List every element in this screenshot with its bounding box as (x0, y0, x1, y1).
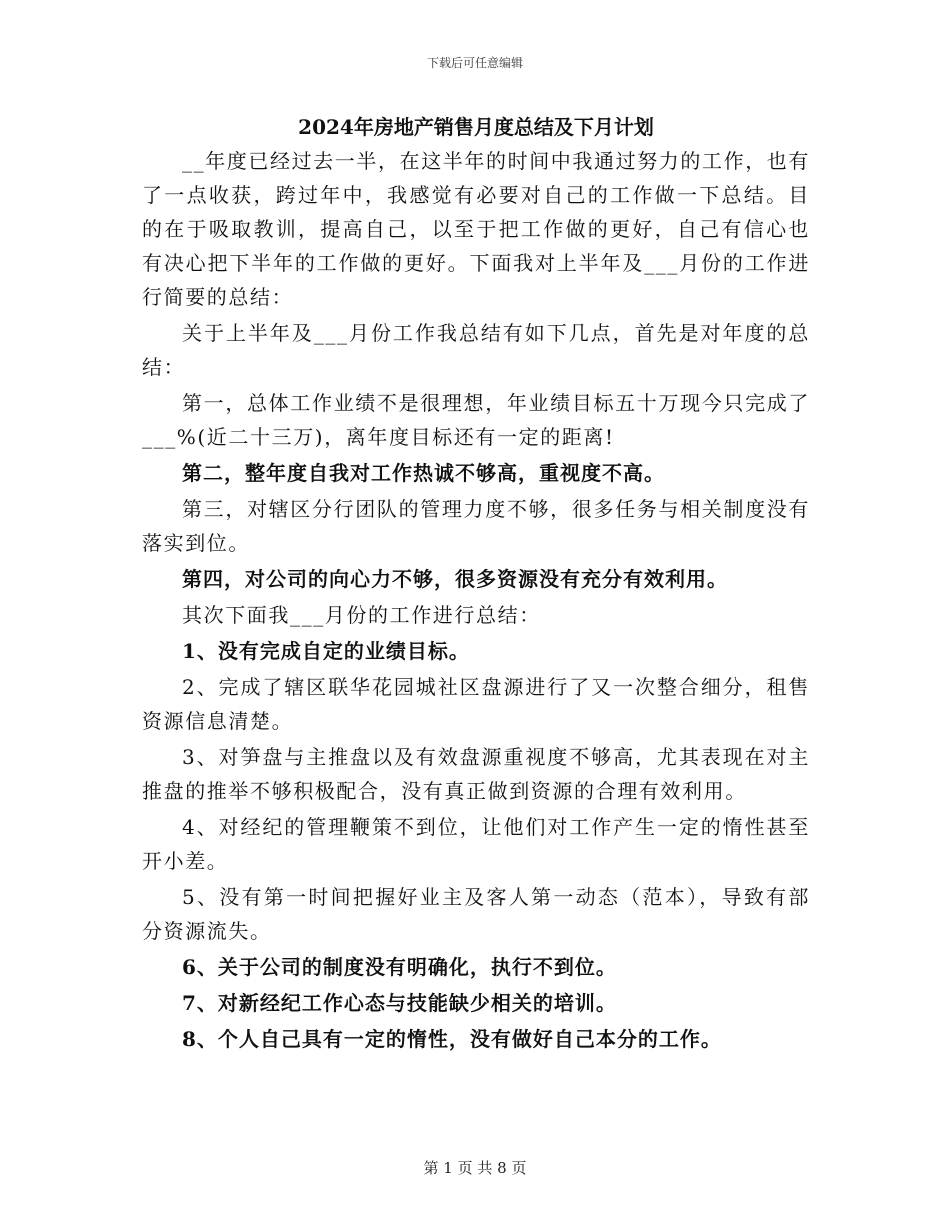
paragraph-monthly-intro: 其次下面我___月份的工作进行总结： (182, 603, 541, 627)
page-number: 第 1 页 共 8 页 (423, 1159, 527, 1177)
paragraph-intro: __年度已经过去一半，在这半年的时间中我通过努力的工作，也有了一点收获，跨过年中，我感觉有必要对自己的工作做一下总结。目的在于吸取教训，提高自己，以至于把工作做的更好，自己有信心也有决心把下半年的工作做的更好。下面我对上半年及___月份的工作进行简要的总结： (142, 149, 810, 309)
list-item-1: 1、没有完成自定的业绩目标。 (182, 639, 470, 663)
list-item-6: 6、关于公司的制度没有明确化，执行不到位。 (182, 955, 617, 979)
list-item-8: 8、个人自己具有一定的惰性，没有做好自己本分的工作。 (182, 1027, 722, 1051)
paragraph-summary-points: 关于上半年及___月份工作我总结有如下几点，首先是对年度的总结： (142, 321, 810, 379)
header-note: 下载后可任意编辑 (426, 56, 523, 70)
document-body (142, 112, 810, 1056)
list-item-3: 3、对笋盘与主推盘以及有效盘源重视度不够高，尤其表现在对主推盘的推举不够积极配合，没有真正做到资源的合理有效利用。 (142, 745, 810, 803)
list-item-7: 7、对新经纪工作心态与技能缺少相关的培训。 (182, 991, 617, 1015)
paragraph-fourth: 第四，对公司的向心力不够，很多资源没有充分有效利用。 (182, 567, 728, 591)
paragraph-first: 第一，总体工作业绩不是很理想，年业绩目标五十万现今只完成了___%(近二十三万)，离年度目标还有一定的距离! (142, 391, 810, 449)
paragraph-third: 第三，对辖区分行团队的管理力度不够，很多任务与相关制度没有落实到位。 (142, 497, 810, 555)
document-title: 2024年房地产销售月度总结及下月计划 (298, 115, 654, 139)
list-item-4: 4、对经纪的管理鞭策不到位，让他们对工作产生一定的惰性甚至开小差。 (142, 815, 810, 873)
list-item-2: 2、完成了辖区联华花园城社区盘源进行了又一次整合细分，租售资源信息清楚。 (142, 675, 810, 733)
list-item-5: 5、没有第一时间把握好业主及客人第一动态（范本），导致有部分资源流失。 (142, 885, 810, 943)
paragraph-second: 第二，整年度自我对工作热诚不够高，重视度不高。 (182, 461, 665, 485)
